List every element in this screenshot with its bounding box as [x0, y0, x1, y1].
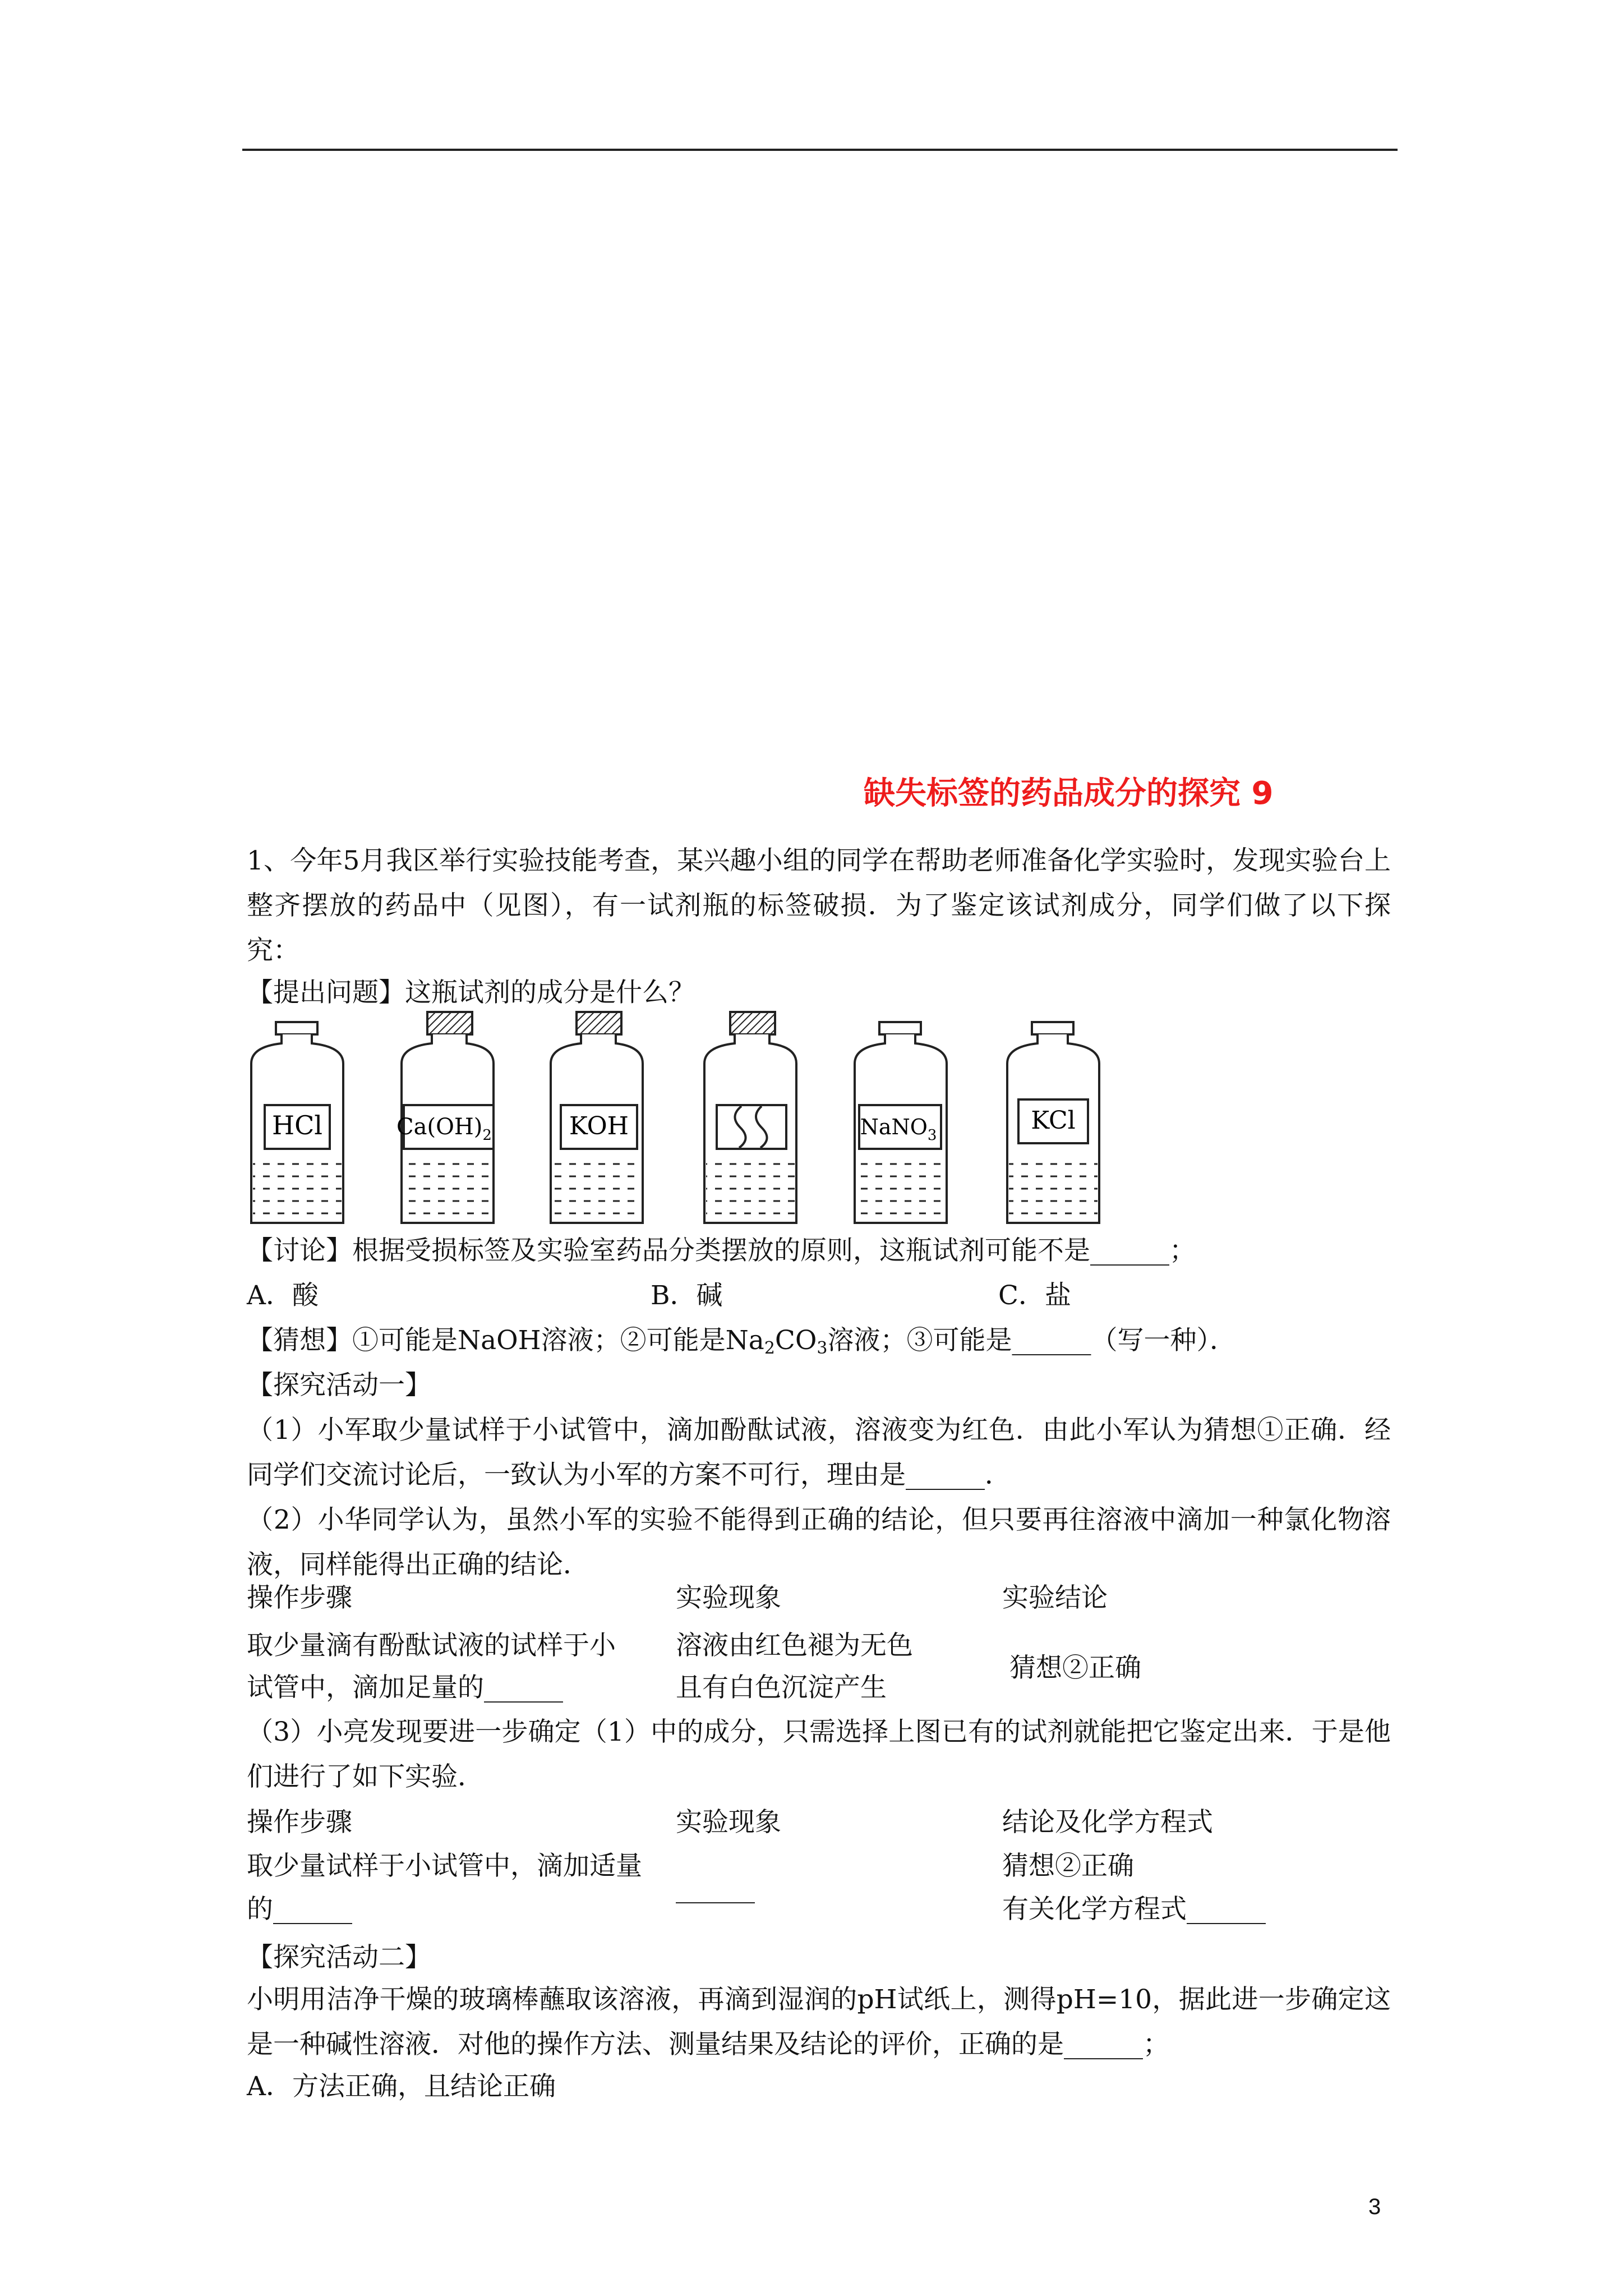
table1-conclusion: 猜想②正确	[1009, 1653, 1141, 1683]
option-a: A．酸	[247, 1280, 319, 1311]
guess-part1: ①可能是NaOH溶液；②可能是Na	[352, 1325, 764, 1356]
question-intro: 1、今年5月我区举行实验技能考查，某兴趣小组的同学在帮助老师准备化学实验时，发现实验台上整齐摆放的药品中（见图），有一试剂瓶的标签破损．为了鉴定该试剂成分，同学们做了以下探究：	[247, 845, 1391, 966]
discussion-text: 根据受损标签及实验室药品分类摆放的原则，这瓶试剂可能不是______；	[352, 1235, 1196, 1266]
table1-header-conclusion: 实验结论	[1002, 1582, 1108, 1613]
problem-line	[247, 976, 695, 1010]
option-c: C．盐	[998, 1280, 1071, 1311]
bottle-label-caoh2: $Ca(OH)_2$	[396, 1114, 492, 1144]
table2-conclusion-line2: 有关化学方程式______	[1002, 1894, 1266, 1925]
table1-step-line1: 取少量滴有酚酞试液的试样于小	[247, 1630, 616, 1661]
table1-header-phenomenon: 实验现象	[676, 1582, 781, 1613]
bottle-koh	[551, 1012, 643, 1223]
discussion-tag: 【讨论】	[247, 1235, 352, 1266]
activity1-paragraph1: （1）小军取少量试样于小试管中，滴加酚酞试液，溶液变为红色．由此小军认为猜想①正确．经同学们交流讨论后，一致认为小军的方案不可行，理由是______．	[247, 1415, 1391, 1490]
bottle-label-koh: KOH	[569, 1112, 629, 1140]
guess-subscript-3: 3	[817, 1338, 828, 1358]
problem-text: 这瓶试剂的成分是什么？	[405, 977, 695, 1008]
header-rule	[242, 149, 1398, 151]
guess-subscript-2: 2	[764, 1338, 775, 1358]
bottle-label-nano3: NaNO$_3$	[860, 1115, 937, 1144]
guess-part2: 溶液；③可能是______（写一种）．	[827, 1325, 1236, 1356]
table1-phenomenon-line2: 且有白色沉淀产生	[676, 1672, 887, 1703]
problem-tag: 【提出问题】	[247, 977, 405, 1008]
activity2-tag: 【探究活动二】	[247, 1942, 431, 1973]
bottle-nano3	[855, 1022, 947, 1223]
table2-phenomenon: ______	[676, 1873, 755, 1904]
guess-tag: 【猜想】	[247, 1325, 352, 1356]
bottle-caoh2	[396, 1012, 494, 1223]
guess-line	[247, 1324, 1236, 1365]
table1-phenomenon-line1: 溶液由红色褪为无色	[676, 1630, 913, 1661]
table1-step-line2: 试管中，滴加足量的______	[247, 1672, 563, 1703]
activity1-tag: 【探究活动一】	[247, 1370, 431, 1401]
page-title: 缺失标签的药品成分的探究 9	[864, 775, 1274, 812]
guess-co: CO	[774, 1325, 817, 1356]
bottle-damaged-label	[704, 1012, 796, 1223]
activity2-option-a: A．方法正确，且结论正确	[247, 2071, 556, 2102]
table2-header-phenomenon: 实验现象	[676, 1807, 781, 1838]
page-number: 3	[1368, 2194, 1381, 2219]
bottle-hcl	[251, 1022, 343, 1223]
table2-step-line1: 取少量试样于小试管中，滴加适量	[247, 1851, 642, 1881]
table2-step-line2: 的______	[247, 1894, 352, 1925]
table2-header-conclusion: 结论及化学方程式	[1002, 1807, 1213, 1838]
table1-header-step: 操作步骤	[247, 1582, 352, 1613]
activity1-paragraph3: （3）小亮发现要进一步确定（1）中的成分，只需选择上图已有的试剂就能把它鉴定出来．于是他们进行了如下实验．	[247, 1717, 1391, 1792]
bottle-label-kcl: KCl	[1031, 1106, 1076, 1135]
activity1-paragraph2: （2）小华同学认为，虽然小军的实验不能得到正确的结论，但只要再往溶液中滴加一种氯化物溶液，同样能得出正确的结论．	[247, 1504, 1391, 1580]
reagent-bottles-figure	[247, 1010, 1122, 1234]
table2-conclusion-line1: 猜想②正确	[1002, 1851, 1134, 1881]
discussion-line	[247, 1234, 1196, 1268]
activity2-paragraph: 小明用洁净干燥的玻璃棒蘸取该溶液，再滴到湿润的pH试纸上，测得pH=10，据此进一步确定这是一种碱性溶液．对他的操作方法、测量结果及结论的评价，正确的是______；	[247, 1984, 1391, 2060]
table2-header-step: 操作步骤	[247, 1807, 352, 1838]
bottle-kcl	[1007, 1022, 1099, 1223]
bottle-label-hcl: HCl	[271, 1110, 323, 1140]
option-b: B．碱	[651, 1280, 723, 1311]
